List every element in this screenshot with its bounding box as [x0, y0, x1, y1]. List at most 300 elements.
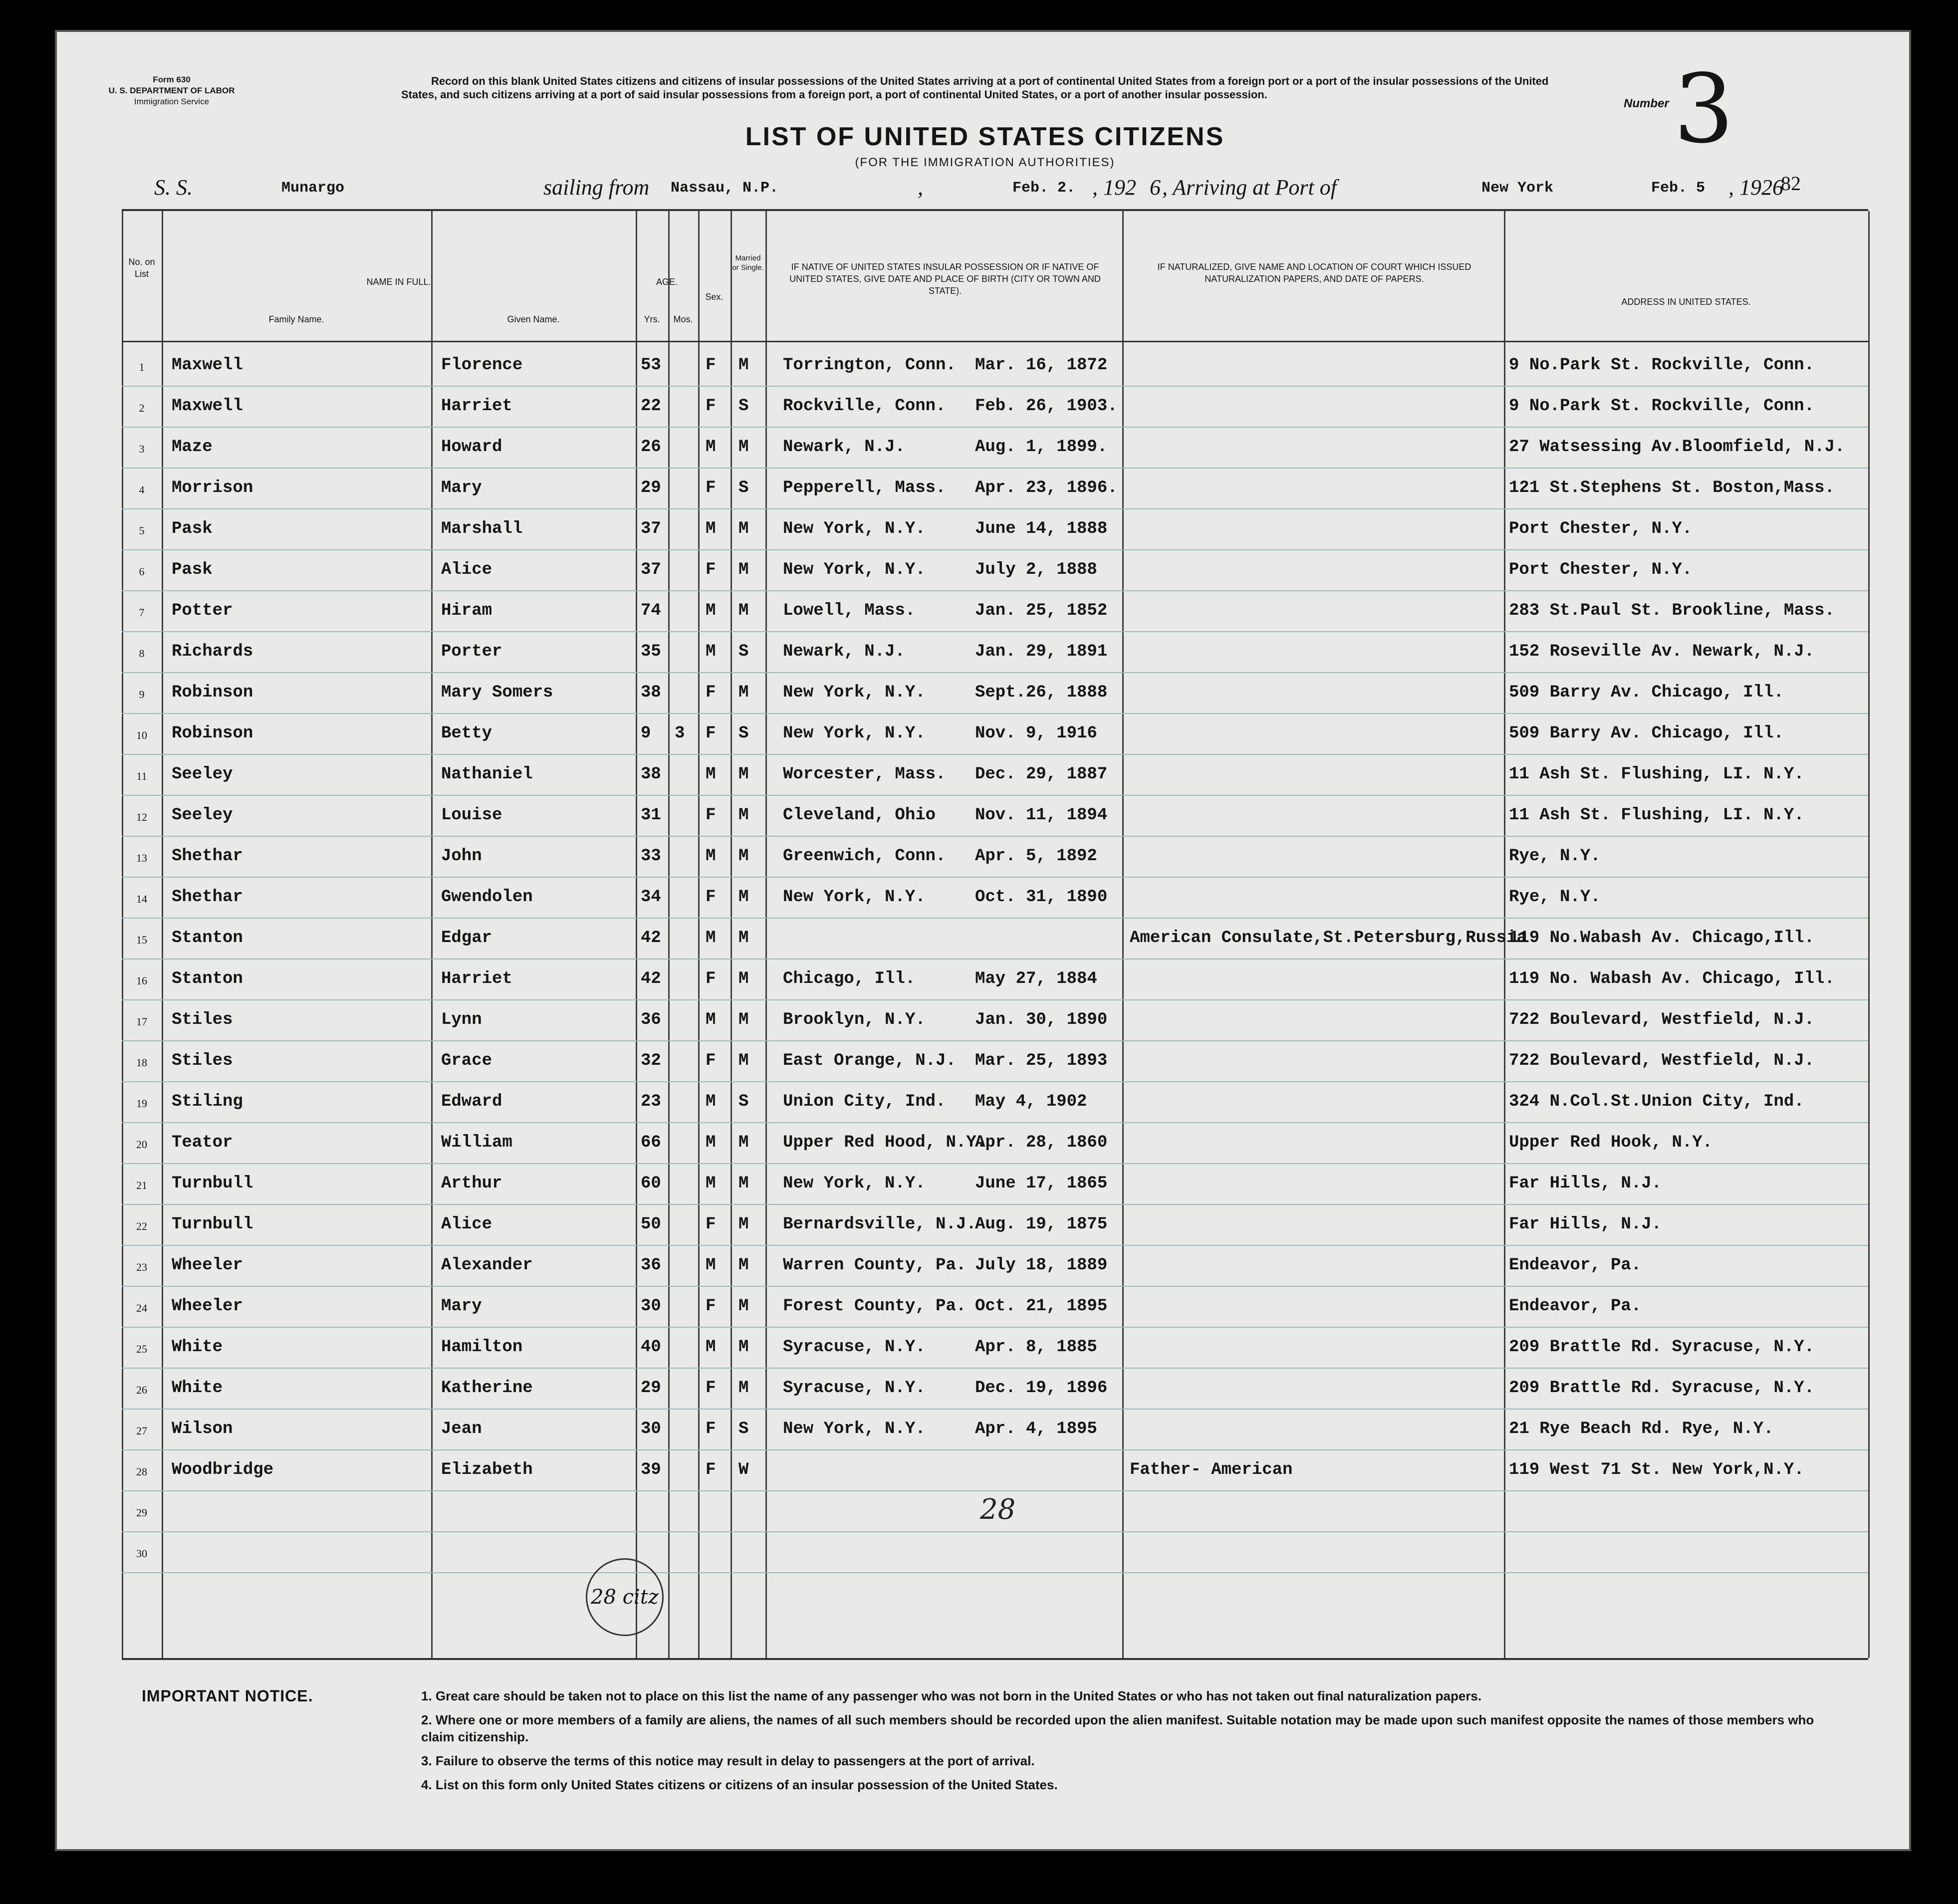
birth-date: Sept.26, 1888 — [975, 683, 1108, 702]
address: 27 Watsessing Av.Bloomfield, N.J. — [1509, 438, 1845, 457]
table-row — [122, 387, 1868, 428]
sailing-label: sailing from — [543, 175, 650, 200]
age-years: 42 — [641, 929, 661, 948]
address: 11 Ash St. Flushing, LI. N.Y. — [1509, 765, 1804, 784]
birth-date: Apr. 5, 1892 — [975, 847, 1097, 866]
birth-date: Jan. 29, 1891 — [975, 642, 1108, 661]
row-number: 17 — [136, 1015, 147, 1028]
row-number: 11 — [136, 770, 147, 782]
ss-label: S. S. — [154, 175, 193, 200]
year-prefix: , 192 — [1092, 175, 1136, 200]
row-number: 16 — [136, 974, 147, 987]
address: 9 No.Park St. Rockville, Conn. — [1509, 397, 1815, 416]
address: 9 No.Park St. Rockville, Conn. — [1509, 356, 1815, 375]
birth-date: Dec. 29, 1887 — [975, 765, 1108, 784]
given-name: John — [441, 847, 482, 866]
table-row — [122, 1000, 1868, 1041]
birth-place: Cleveland, Ohio — [783, 806, 936, 825]
family-name: Maxwell — [172, 356, 243, 375]
sex: F — [706, 1420, 716, 1438]
address: 509 Barry Av. Chicago, Ill. — [1509, 724, 1784, 743]
table-row — [122, 1369, 1868, 1410]
birth-place: Bernardsville, N.J. — [783, 1215, 977, 1234]
table-row — [122, 1205, 1868, 1246]
marital-status: M — [738, 519, 749, 538]
birth-date: Aug. 1, 1899. — [975, 438, 1108, 457]
address: 21 Rye Beach Rd. Rye, N.Y. — [1509, 1420, 1774, 1438]
sex: F — [706, 1379, 716, 1398]
col-yrs: Yrs. — [644, 314, 660, 324]
notice-item-4: 4. List on this form only United States citizens or citizens of an insular possession of the United States. — [421, 1777, 1058, 1792]
service-name: Immigration Service — [134, 97, 210, 106]
age-years: 29 — [641, 478, 661, 497]
row-number: 18 — [136, 1056, 147, 1069]
col-family-name: Family Name. — [268, 314, 324, 324]
birth-place: Torrington, Conn. — [783, 356, 956, 375]
birth-date: Apr. 28, 1860 — [975, 1133, 1108, 1152]
marital-status: M — [738, 1297, 749, 1316]
address: 209 Brattle Rd. Syracuse, N.Y. — [1509, 1379, 1815, 1398]
marital-status: M — [738, 1133, 749, 1152]
address: 11 Ash St. Flushing, LI. N.Y. — [1509, 806, 1804, 825]
table-row — [122, 1287, 1868, 1328]
age-years: 26 — [641, 438, 661, 457]
table-row — [122, 1328, 1868, 1369]
row-number: 26 — [136, 1384, 147, 1396]
given-name: Edgar — [441, 929, 492, 948]
record-instructions: Record on this blank United States citizens and citizens of insular possessions of the United States arriving at a port of continental United States from a foreign port or a port of the insular possessions of the United States, and such citizens arriving at a port of said insular possessions from a foreign port, a port of continental United States, or a port of another insular possession. — [401, 75, 1549, 101]
sex: F — [706, 1460, 716, 1479]
row-number: 21 — [136, 1179, 147, 1191]
birth-place: Brooklyn, N.Y. — [783, 1010, 926, 1029]
given-name: Hamilton — [441, 1338, 523, 1357]
given-name: Elizabeth — [441, 1460, 533, 1479]
row-number: 1 — [139, 361, 145, 373]
list-number: 3 — [1674, 54, 1734, 164]
col-given-name: Given Name. — [507, 314, 560, 324]
birth-place: New York, N.Y. — [783, 1420, 926, 1438]
comma-separator: , — [918, 175, 923, 200]
sex: F — [706, 1051, 716, 1070]
marital-status: M — [738, 560, 749, 579]
family-name: Shethar — [172, 847, 243, 866]
sex: M — [706, 1133, 716, 1152]
sex: M — [706, 1256, 716, 1275]
marital-status: S — [738, 397, 749, 416]
table-row — [122, 428, 1868, 469]
birth-place: Pepperell, Mass. — [783, 478, 946, 497]
age-years: 50 — [641, 1215, 661, 1234]
ship-name: Munargo — [281, 180, 345, 197]
address: 119 West 71 St. New York,N.Y. — [1509, 1460, 1804, 1479]
table-row — [122, 959, 1868, 1000]
marital-status: M — [738, 438, 749, 457]
age-years: 23 — [641, 1092, 661, 1111]
row-number: 4 — [139, 483, 145, 496]
col-name-in-full: NAME IN FULL. — [366, 277, 431, 287]
row-number: 22 — [136, 1220, 147, 1232]
col-sex: Sex. — [705, 292, 724, 302]
birth-date: Mar. 16, 1872 — [975, 356, 1108, 375]
sex: F — [706, 724, 716, 743]
table-row — [122, 1041, 1868, 1082]
department-name: U. S. DEPARTMENT OF LABOR — [108, 86, 235, 95]
birth-date: Apr. 4, 1895 — [975, 1420, 1097, 1438]
table-row — [122, 1164, 1868, 1205]
birth-date: Nov. 9, 1916 — [975, 724, 1097, 743]
birth-place: Newark, N.J. — [783, 438, 905, 457]
marital-status: M — [738, 888, 749, 907]
address: 119 No. Wabash Av. Chicago, Ill. — [1509, 969, 1835, 988]
address: 324 N.Col.St.Union City, Ind. — [1509, 1092, 1804, 1111]
birth-date: Jan. 30, 1890 — [975, 1010, 1108, 1029]
family-name: Stiling — [172, 1092, 243, 1111]
departure-port: Nassau, N.P. — [671, 180, 779, 197]
arrival-date: Feb. 5 — [1651, 180, 1706, 197]
row-number: 10 — [136, 729, 147, 741]
birth-date: Feb. 26, 1903. — [975, 397, 1118, 416]
col-age: AGE. — [656, 277, 678, 287]
birth-date: July 18, 1889 — [975, 1256, 1108, 1275]
col-birth: IF NATIVE OF UNITED STATES INSULAR POSSESSION OR IF NATIVE OF UNITED STATES, GIVE DATE AND PLACE OF BIRTH (CITY OR TOWN AND STATE). — [789, 262, 1101, 296]
family-name: Shethar — [172, 888, 243, 907]
row-number: 27 — [136, 1425, 147, 1437]
address: Rye, N.Y. — [1509, 888, 1601, 907]
table-row — [122, 755, 1868, 796]
marital-status: M — [738, 806, 749, 825]
marital-status: S — [738, 478, 749, 497]
row-number: 30 — [136, 1547, 147, 1560]
marital-status: S — [738, 1092, 749, 1111]
sex: M — [706, 929, 716, 948]
sex: F — [706, 397, 716, 416]
birth-date: July 2, 1888 — [975, 560, 1097, 579]
row-number: 24 — [136, 1302, 147, 1314]
address: 152 Roseville Av. Newark, N.J. — [1509, 642, 1815, 661]
address: 121 St.Stephens St. Boston,Mass. — [1509, 478, 1835, 497]
family-name: Wheeler — [172, 1297, 243, 1316]
table-row — [122, 1410, 1868, 1450]
birth-date: June 17, 1865 — [975, 1174, 1108, 1193]
marital-status: M — [738, 1215, 749, 1234]
family-name: Woodbridge — [172, 1460, 274, 1479]
number-label: Number — [1624, 97, 1669, 110]
given-name: Howard — [441, 438, 502, 457]
table-row — [122, 919, 1868, 959]
age-years: 22 — [641, 397, 661, 416]
family-name: Pask — [172, 560, 213, 579]
naturalization: American Consulate,St.Petersburg,Russia — [1130, 929, 1527, 948]
address: 119 No.Wabash Av. Chicago,Ill. — [1509, 929, 1815, 948]
birth-date: Apr. 8, 1885 — [975, 1338, 1097, 1357]
given-name: Jean — [441, 1420, 482, 1438]
address: Upper Red Hook, N.Y. — [1509, 1133, 1713, 1152]
age-years: 9 — [641, 724, 651, 743]
family-name: Seeley — [172, 806, 233, 825]
marital-status: M — [738, 1256, 749, 1275]
table-row — [122, 509, 1868, 550]
table-row — [122, 1246, 1868, 1287]
family-name: Potter — [172, 601, 233, 620]
given-name: Gwendolen — [441, 888, 533, 907]
age-years: 37 — [641, 519, 661, 538]
row-number: 29 — [136, 1506, 147, 1519]
given-name: Betty — [441, 724, 492, 743]
family-name: Stanton — [172, 929, 243, 948]
table-row — [122, 1450, 1868, 1491]
birth-place: New York, N.Y. — [783, 683, 926, 702]
family-name: Turnbull — [172, 1174, 253, 1193]
row-number: 6 — [139, 565, 145, 578]
age-years: 32 — [641, 1051, 661, 1070]
row-number: 3 — [139, 443, 145, 455]
birth-place: Greenwich, Conn. — [783, 847, 946, 866]
sex: F — [706, 683, 716, 702]
manifest-sheet — [55, 30, 1911, 1851]
sex: F — [706, 806, 716, 825]
form-identifier — [107, 74, 237, 107]
given-name: Porter — [441, 642, 502, 661]
birth-date: Mar. 25, 1893 — [975, 1051, 1108, 1070]
given-name: Florence — [441, 356, 523, 375]
age-years: 29 — [641, 1379, 661, 1398]
row-number: 15 — [136, 934, 147, 946]
page-title: LIST OF UNITED STATES CITIZENS — [745, 122, 1225, 151]
birth-place: Upper Red Hood, N.Y. — [783, 1133, 987, 1152]
marital-status: M — [738, 929, 749, 948]
given-name: Louise — [441, 806, 502, 825]
birth-place: Warren County, Pa. — [783, 1256, 967, 1275]
row-number: 5 — [139, 524, 145, 537]
arriving-label: , Arriving at Port of — [1162, 175, 1337, 200]
age-months: 3 — [675, 724, 685, 743]
birth-date: Nov. 11, 1894 — [975, 806, 1108, 825]
birth-place: Forest County, Pa. — [783, 1297, 967, 1316]
family-name: Seeley — [172, 765, 233, 784]
address: Port Chester, N.Y. — [1509, 519, 1693, 538]
row-number: 25 — [136, 1343, 147, 1355]
table-row — [122, 837, 1868, 878]
arrival-port: New York — [1481, 180, 1554, 197]
marital-status: M — [738, 683, 749, 702]
row-number: 9 — [139, 688, 145, 701]
handwritten-count: 28 — [980, 1493, 1016, 1526]
family-name: Richards — [172, 642, 253, 661]
given-name: William — [441, 1133, 512, 1152]
sex: M — [706, 1092, 716, 1111]
voyage-line — [154, 175, 1851, 205]
birth-place: New York, N.Y. — [783, 519, 926, 538]
page-subtitle: (FOR THE IMMIGRATION AUTHORITIES) — [855, 156, 1115, 169]
sex: F — [706, 560, 716, 579]
birth-place: Worcester, Mass. — [783, 765, 946, 784]
family-name: Robinson — [172, 724, 253, 743]
address: Far Hills, N.J. — [1509, 1174, 1662, 1193]
birth-place: Syracuse, N.Y. — [783, 1379, 926, 1398]
birth-place: East Orange, N.J. — [783, 1051, 956, 1070]
address: Far Hills, N.J. — [1509, 1215, 1662, 1234]
arrival-year: , 1926 — [1728, 175, 1783, 200]
row-number: 28 — [136, 1465, 147, 1478]
table-row — [122, 714, 1868, 755]
table-row — [122, 346, 1868, 387]
table-row — [122, 796, 1868, 837]
age-years: 38 — [641, 765, 661, 784]
age-years: 35 — [641, 642, 661, 661]
marital-status: M — [738, 356, 749, 375]
family-name: Stiles — [172, 1010, 233, 1029]
sex: M — [706, 1174, 716, 1193]
marital-status: M — [738, 601, 749, 620]
family-name: Teator — [172, 1133, 233, 1152]
given-name: Hiram — [441, 601, 492, 620]
address: Endeavor, Pa. — [1509, 1297, 1642, 1316]
row-number: 7 — [139, 606, 145, 619]
given-name: Edward — [441, 1092, 502, 1111]
sex: M — [706, 1010, 716, 1029]
given-name: Alexander — [441, 1256, 533, 1275]
row-number: 23 — [136, 1261, 147, 1273]
row-number: 8 — [139, 647, 145, 660]
form-number: Form 630 — [153, 75, 191, 84]
sex: M — [706, 1338, 716, 1357]
sex: M — [706, 519, 716, 538]
table-row — [122, 1532, 1868, 1573]
marital-status: M — [738, 1174, 749, 1193]
given-name: Arthur — [441, 1174, 502, 1193]
given-name: Mary — [441, 478, 482, 497]
table-row — [122, 469, 1868, 509]
age-years: 66 — [641, 1133, 661, 1152]
given-name: Katherine — [441, 1379, 533, 1398]
table-row — [122, 878, 1868, 919]
family-name: Robinson — [172, 683, 253, 702]
marital-status: S — [738, 642, 749, 661]
birth-date: Jan. 25, 1852 — [975, 601, 1108, 620]
address: 509 Barry Av. Chicago, Ill. — [1509, 683, 1784, 702]
col-address: ADDRESS IN UNITED STATES. — [1621, 297, 1751, 307]
row-number: 19 — [136, 1097, 147, 1110]
col-no: No. on List — [128, 257, 155, 279]
page-number: 82 — [1781, 172, 1801, 195]
sex: F — [706, 1297, 716, 1316]
table-row — [122, 673, 1868, 714]
sex: M — [706, 847, 716, 866]
age-years: 37 — [641, 560, 661, 579]
birth-place: Union City, Ind. — [783, 1092, 946, 1111]
sex: F — [706, 1215, 716, 1234]
col-mos: Mos. — [673, 314, 693, 324]
birth-place: Rockville, Conn. — [783, 397, 946, 416]
row-number: 13 — [136, 852, 147, 864]
family-name: Maxwell — [172, 397, 243, 416]
family-name: Turnbull — [172, 1215, 253, 1234]
family-name: Maze — [172, 438, 213, 457]
given-name: Harriet — [441, 969, 512, 988]
age-years: 40 — [641, 1338, 661, 1357]
table-row — [122, 632, 1868, 673]
marital-status: M — [738, 765, 749, 784]
address: Endeavor, Pa. — [1509, 1256, 1642, 1275]
given-name: Mary — [441, 1297, 482, 1316]
marital-status: M — [738, 1338, 749, 1357]
age-years: 36 — [641, 1010, 661, 1029]
table-row — [122, 1123, 1868, 1164]
address: 722 Boulevard, Westfield, N.J. — [1509, 1010, 1815, 1029]
table-row — [122, 591, 1868, 632]
col-naturalized: IF NATURALIZED, GIVE NAME AND LOCATION OF COURT WHICH ISSUED NATURALIZATION PAPERS, AND DATE OF PAPERS. — [1157, 262, 1471, 284]
col-married-single: Married or Single. — [732, 254, 764, 272]
birth-date: May 4, 1902 — [975, 1092, 1087, 1111]
address: 283 St.Paul St. Brookline, Mass. — [1509, 601, 1835, 620]
year-suffix: 6 — [1150, 175, 1161, 200]
sex: F — [706, 888, 716, 907]
age-years: 53 — [641, 356, 661, 375]
row-number: 12 — [136, 811, 147, 823]
sex: M — [706, 601, 716, 620]
row-number: 14 — [136, 893, 147, 905]
age-years: 38 — [641, 683, 661, 702]
given-name: Mary Somers — [441, 683, 553, 702]
address: Port Chester, N.Y. — [1509, 560, 1693, 579]
departure-date: Feb. 2. — [1012, 180, 1076, 197]
table-row — [122, 1082, 1868, 1123]
address: 722 Boulevard, Westfield, N.J. — [1509, 1051, 1815, 1070]
family-name: Wheeler — [172, 1256, 243, 1275]
sex: M — [706, 642, 716, 661]
birth-place: New York, N.Y. — [783, 724, 926, 743]
family-name: Pask — [172, 519, 213, 538]
passenger-table — [122, 209, 1868, 1660]
notice-heading: IMPORTANT NOTICE. — [142, 1687, 313, 1705]
sex: F — [706, 969, 716, 988]
marital-status: M — [738, 1379, 749, 1398]
row-number: 20 — [136, 1138, 147, 1151]
family-name: White — [172, 1338, 223, 1357]
birth-date: May 27, 1884 — [975, 969, 1097, 988]
circled-total: 28 citz — [586, 1558, 664, 1636]
sex: F — [706, 478, 716, 497]
notice-item-3: 3. Failure to observe the terms of this notice may result in delay to passengers at the port of arrival. — [421, 1753, 1035, 1768]
age-years: 34 — [641, 888, 661, 907]
age-years: 30 — [641, 1420, 661, 1438]
birth-place: Newark, N.J. — [783, 642, 905, 661]
row-number: 2 — [139, 402, 145, 414]
naturalization: Father- American — [1130, 1460, 1293, 1479]
birth-place: New York, N.Y. — [783, 888, 926, 907]
family-name: Stanton — [172, 969, 243, 988]
birth-place: Syracuse, N.Y. — [783, 1338, 926, 1357]
sex: F — [706, 356, 716, 375]
notice-item-1: 1. Great care should be taken not to place on this list the name of any passenger who was not born in the United States or who has not taken out final naturalization papers. — [421, 1688, 1482, 1703]
birth-date: Apr. 23, 1896. — [975, 478, 1118, 497]
age-years: 36 — [641, 1256, 661, 1275]
age-years: 74 — [641, 601, 661, 620]
given-name: Alice — [441, 560, 492, 579]
marital-status: S — [738, 724, 749, 743]
birth-place: Chicago, Ill. — [783, 969, 916, 988]
marital-status: S — [738, 1420, 749, 1438]
given-name: Grace — [441, 1051, 492, 1070]
birth-date: Oct. 21, 1895 — [975, 1297, 1108, 1316]
birth-date: June 14, 1888 — [975, 519, 1108, 538]
marital-status: M — [738, 969, 749, 988]
age-years: 31 — [641, 806, 661, 825]
notice-item-2: 2. Where one or more members of a family are aliens, the names of all such members should be recorded upon the alien manifest. Suitable notation may be made upon such manifest opposite the names of those members who claim citizenship. — [421, 1712, 1814, 1744]
given-name: Alice — [441, 1215, 492, 1234]
marital-status: M — [738, 847, 749, 866]
family-name: Wilson — [172, 1420, 233, 1438]
